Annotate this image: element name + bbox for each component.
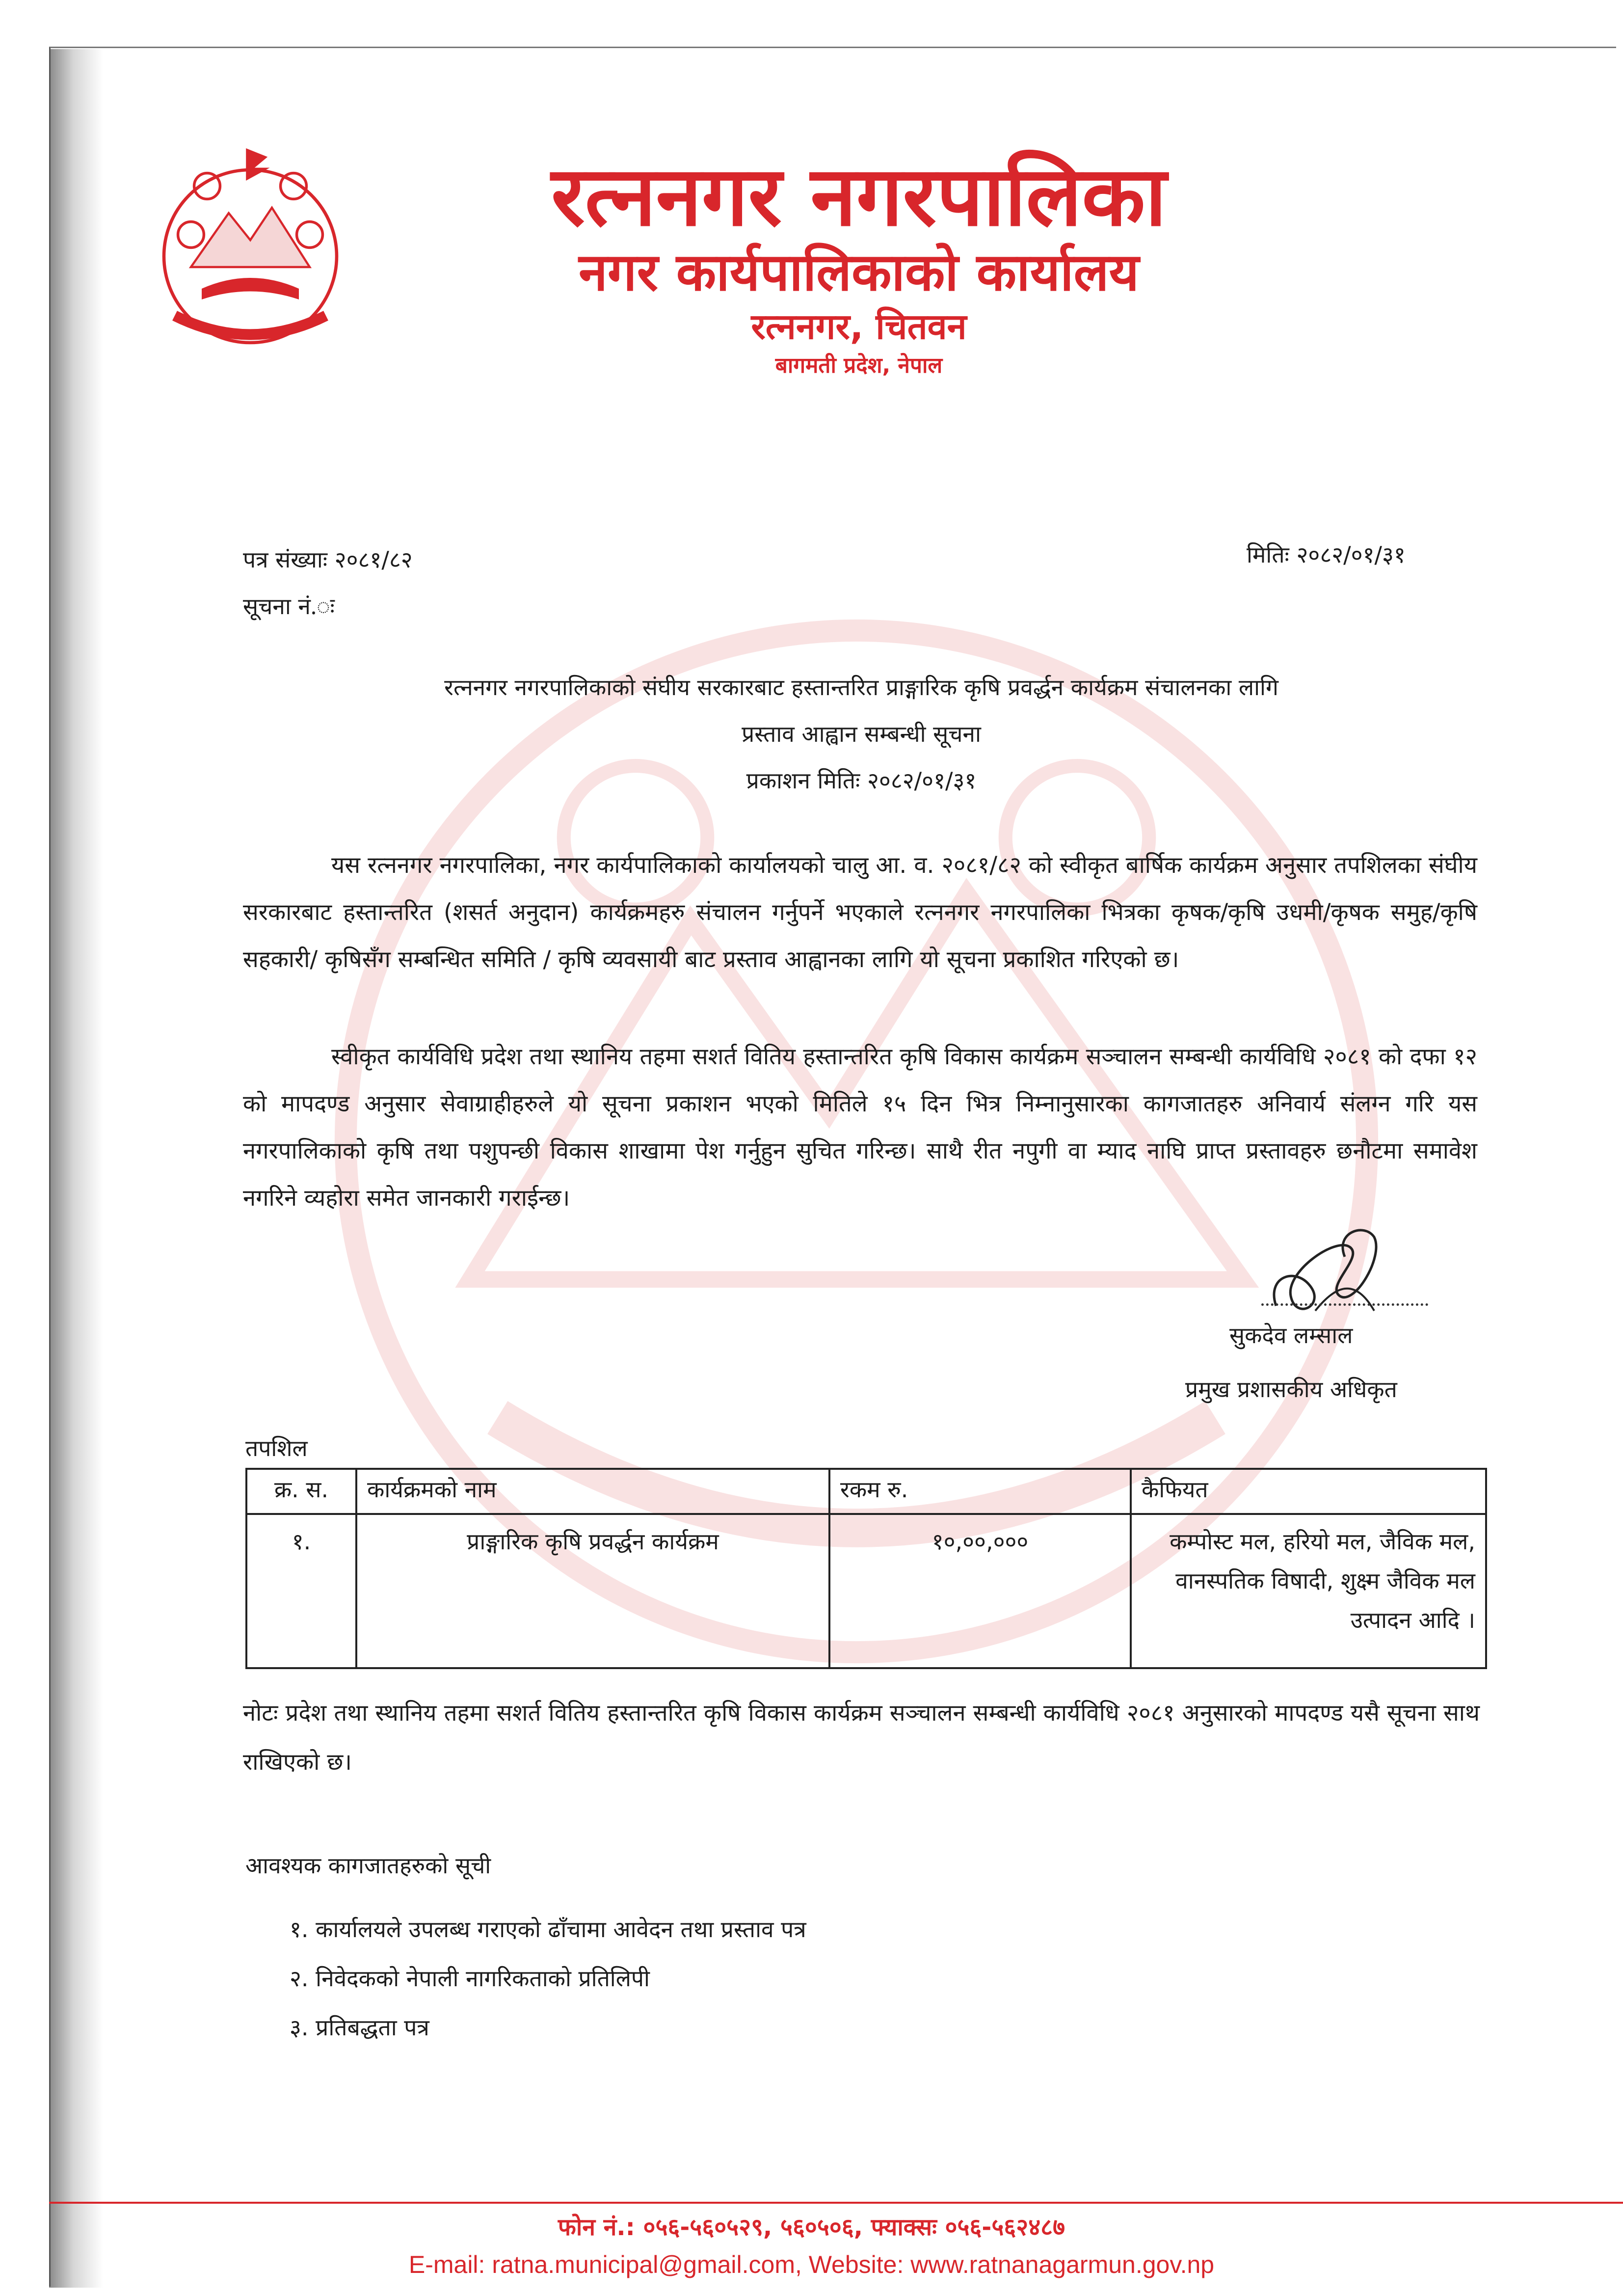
publish-date: प्रकाशन मितिः २०८२/०१/३१ bbox=[746, 767, 977, 794]
province-country: बागमती प्रदेश, नेपाल bbox=[775, 353, 943, 378]
list-item: २. निवेदकको नेपाली नागरिकताको प्रतिलिपी bbox=[290, 1965, 650, 1992]
footer-divider bbox=[49, 2202, 1623, 2204]
footer-email-website: E-mail: ratna.municipal@gmail.com, Website: www.ratnanagarmun.gov.np bbox=[408, 2251, 1215, 2278]
handwritten-signature bbox=[1256, 1217, 1404, 1330]
date-value: २०८२/०१/३१ bbox=[1296, 541, 1406, 568]
required-docs-list bbox=[290, 1905, 806, 2052]
signature-line bbox=[1261, 1303, 1428, 1306]
office-location: रत्ननगर, चितवन bbox=[751, 306, 967, 347]
coat-of-arms-emblem bbox=[142, 137, 358, 353]
ref-value: २०८१/८२ bbox=[334, 546, 413, 573]
header-program: कार्यक्रमको नाम bbox=[356, 1469, 829, 1514]
notice-title-line2: प्रस्ताव आह्वान सम्बन्धी सूचना bbox=[742, 721, 981, 747]
row-remarks: कम्पोस्ट मल, हरियो मल, जैविक मल, वानस्पतिक विषादी, शुक्ष्म जैविक मल उत्पादन आदि । bbox=[1131, 1514, 1486, 1668]
schedule-table bbox=[245, 1468, 1487, 1669]
row-amount: १०,००,००० bbox=[829, 1514, 1131, 1668]
reference-number bbox=[243, 545, 413, 574]
ref-label: पत्र संख्याः bbox=[243, 546, 328, 573]
table-header-row bbox=[246, 1469, 1486, 1514]
notice-paragraph-1: यस रत्ननगर नगरपालिका, नगर कार्यपालिकाको कार्यालयको चालु आ. व. २०८१/८२ को स्वीकृत बार्षिक कार्यक्रम अनुसार तपशिलका संघीय सरकारबाट हस्तान्तरित (शसर्त अनुदान) कार्यक्रमहरु संचालन गर्नुपर्ने भएकाले रत्ननगर नगरपालिका भित्रका कृषक/कृषि उधमी/कृषक समुह/कृषि सहकारी/ कृषिसँग सम्बन्धित समिति / कृषि व्यवसायी बाट प्रस्ताव आह्वानका लागि यो सूचना प्रकाशित गरिएको छ। bbox=[243, 852, 1477, 973]
notice-title-line1: रत्ननगर नगरपालिकाको संघीय सरकारबाट हस्तान्तरित प्राङ्गारिक कृषि प्रवर्द्धन कार्यक्रम संचालनका लागि bbox=[444, 674, 1278, 701]
municipality-name: रत्ननगर नगरपालिका bbox=[551, 148, 1167, 244]
row-program: प्राङ्गारिक कृषि प्रवर्द्धन कार्यक्रम bbox=[356, 1514, 829, 1668]
notice-paragraph-2: स्वीकृत कार्यविधि प्रदेश तथा स्थानिय तहमा सशर्त वितिय हस्तान्तरित कृषि विकास कार्यक्रम सञ्चालन सम्बन्धी कार्यविधि २०८१ को दफा १२ को मापदण्ड अनुसार सेवाग्राहीहरुले यो सूचना प्रकाशन भएको मितिले १५ दिन भित्र निम्नानुसारका कागजातहरु अनिवार्य संलग्न गरि यस नगरपालिकाको कृषि तथा पशुपन्छी विकास शाखामा पेश गर्नुहुन सुचित गरिन्छ। साथै रीत नपुगी वा म्याद नाघि प्राप्त प्रस्तावहरु छनौटमा समावेश नगरिने व्यहोरा समेत जानकारी गराईन्छ। bbox=[243, 1043, 1477, 1212]
header-amount: रकम रु. bbox=[829, 1469, 1131, 1514]
footer-phone-fax: फोन नं.: ०५६-५६०५२९, ५६०५०६, फ्याक्सः ०५६-५६२४८७ bbox=[558, 2214, 1065, 2241]
date-label: मितिः bbox=[1247, 541, 1289, 568]
row-sn: १. bbox=[246, 1514, 356, 1668]
table-row bbox=[246, 1514, 1486, 1668]
list-item: १. कार्यालयले उपलब्ध गराएको ढाँचामा आवेदन तथा प्रस्ताव पत्र bbox=[290, 1916, 806, 1943]
signatory-name: सुकदेव लम्साल bbox=[1229, 1322, 1353, 1349]
schedule-label: तपशिल bbox=[245, 1435, 308, 1461]
required-docs-title: आवश्यक कागजातहरुको सूची bbox=[245, 1852, 491, 1879]
signatory-designation: प्रमुख प्रशासकीय अधिकृत bbox=[1185, 1376, 1397, 1403]
note-text: नोटः प्रदेश तथा स्थानिय तहमा सशर्त वितिय हस्तान्तरित कृषि विकास कार्यक्रम सञ्चालन सम्बन्धी कार्यविधि २०८१ अनुसारको मापदण्ड यसै सूचना साथ राखिएको छ। bbox=[243, 1700, 1480, 1776]
header-remarks: कैफियत bbox=[1131, 1469, 1486, 1514]
office-name: नगर कार्यपालिकाको कार्यालय bbox=[579, 242, 1139, 302]
header-sn: क्र. स. bbox=[246, 1469, 356, 1514]
notice-number-label: सूचना नं.ः bbox=[243, 593, 335, 620]
list-item: ३. प्रतिबद्धता पत्र bbox=[290, 2014, 429, 2041]
letter-date bbox=[1247, 540, 1406, 569]
